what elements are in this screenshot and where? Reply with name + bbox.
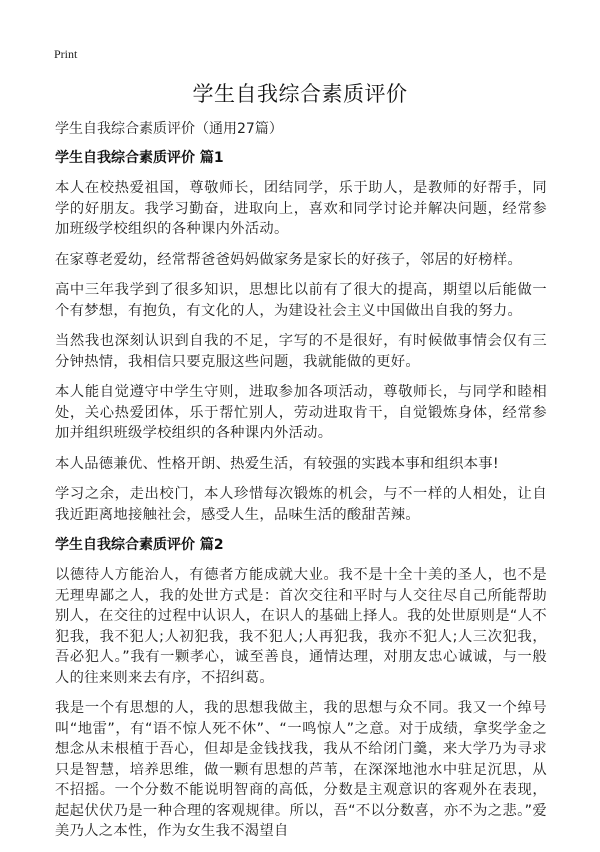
paragraph: 以德待人方能治人，有德者方能成就大业。我不是十全十美的圣人，也不是无理卑鄙之人，我的处世方式是：首次交往和平时与人交往尽自己所能帮助别人，在交往的过程中认识人，在识人的基础上择人。我的处世原则是“人不犯我，我不犯人;人初犯我，我不犯人;人再犯我，我亦不犯人;人三次犯我，吾必犯人。”我有一颗孝心，诚至善良，通情达理，对朋友忠心诚诚，与一般人的往来则来去有序，不招纠葛。: [55, 567, 547, 686]
paragraph: 高中三年我学到了很多知识，思想比以前有了很大的提高，期望以后能做一个有梦想，有抱负，有文化的人，为建设社会主义中国做出自我的努力。: [55, 282, 547, 319]
document-subtitle: 学生自我综合素质评价（通用27篇）: [55, 121, 283, 137]
paragraph: 本人品德兼优、性格开朗、热爱生活，有较强的实践本事和组织本事!: [55, 455, 499, 472]
page-title: 学生自我综合素质评价: [192, 82, 408, 106]
paragraph: 在家尊老爱幼，经常帮爸爸妈妈做家务是家长的好孩子，邻居的好榜样。: [55, 251, 523, 268]
print-label[interactable]: Print: [54, 47, 78, 61]
section-heading: 学生自我综合素质评价 篇2: [55, 537, 224, 553]
paragraph: 本人能自觉遵守中学生守则，进取参加各项活动，尊敬师长，与同学和睦相处，关心热爱团体，乐于帮忙别人，劳动进取肯干，自觉锻炼身体，经常参加并组织班级学校组织的各种课内外活动。: [55, 384, 547, 441]
paragraph: 我是一个有思想的人，我的思想我做主，我的思想与众不同。我又一个绰号叫“地雷”，有“语不惊人死不休”、“一鸣惊人”之意。对于成绩，拿奖学金之想念从未根植于吾心，但却是金钱找我，我从不给闭门羹，来大学乃为寻求只是智慧，培养思维，做一颗有思想的芦苇，在深深地池水中驻足沉思，从不招摇。一个分数不能说明智商的高低，分数是主观意识的客观外在表现，起起伏伏乃是一种合理的客观规律。所以，吾“不以分数喜，亦不为之悲。”爱美乃人之本性，作为女生我不渴望自: [55, 700, 547, 839]
paragraph: 本人在校热爱祖国，尊敬师长，团结同学，乐于助人，是教师的好帮手，同学的好朋友。我学习勤奋，进取向上，喜欢和同学讨论并解决问题，经常参加班级学校组织的各种课内外活动。: [55, 180, 547, 237]
document-body: [55, 148, 547, 852]
section-1: [55, 148, 547, 525]
section-2: [55, 535, 547, 842]
section-heading: 学生自我综合素质评价 篇1: [55, 150, 224, 166]
paragraph: 当然我也深刻认识到自我的不足，字写的不是很好，有时候做事情会仅有三分钟热情，我相信只要克服这些问题，我就能做的更好。: [55, 333, 547, 370]
paragraph: 学习之余，走出校门，本人珍惜每次锻炼的机会，与不一样的人相处，让自我近距离地接触社会，感受人生，品味生活的酸甜苦辣。: [55, 486, 547, 523]
